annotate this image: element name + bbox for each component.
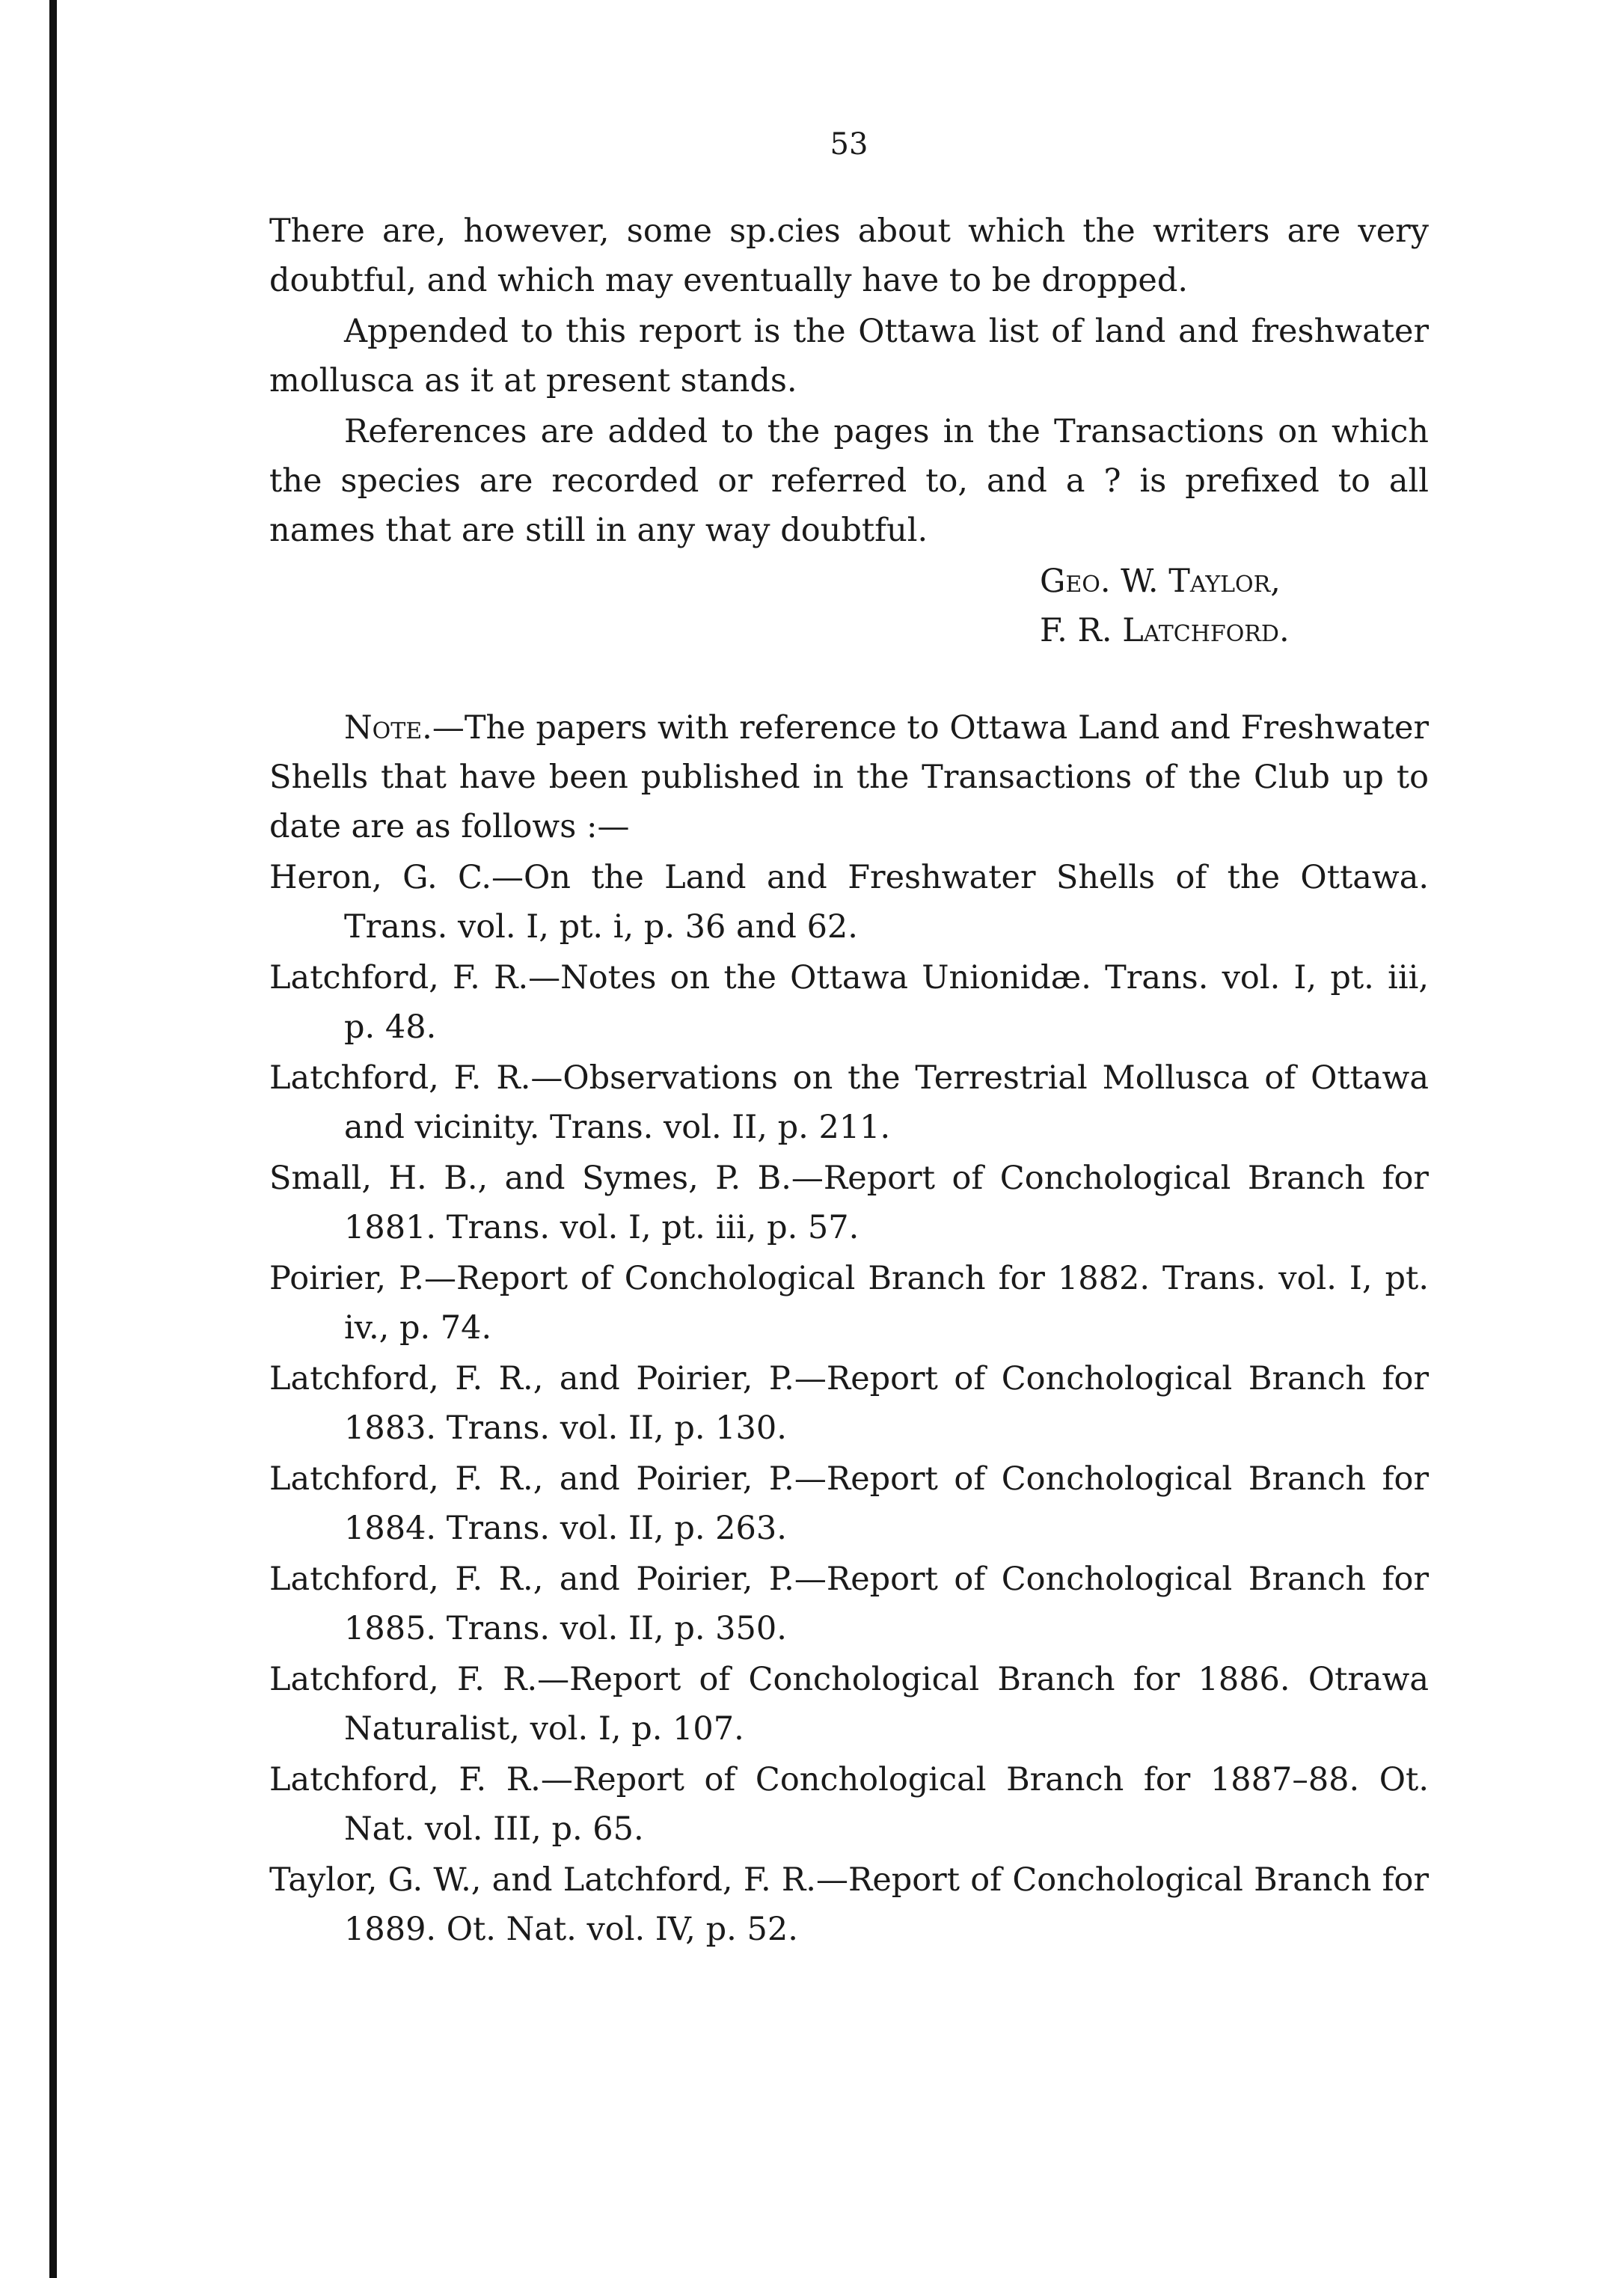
reference-item: Latchford, F. R.—Notes on the Ottawa Unionidæ. Trans. vol. I, pt. iii, p. 48.: [269, 959, 1429, 1046]
note-label: Note.: [344, 709, 432, 747]
reference-list: [269, 853, 1429, 1954]
reference-item: Latchford, F. R., and Poirier, P.—Report of Conchological Branch for 1885. Trans. vol. II, p. 350.: [269, 1561, 1429, 1647]
reference-item: Small, H. B., and Symes, P. B.—Report of Conchological Branch for 1881. Trans. vol. I, pt. iii, p. 57.: [269, 1160, 1429, 1246]
reference-item: Latchford, F. R., and Poirier, P.—Report of Conchological Branch for 1884. Trans. vol. II, p. 263.: [269, 1460, 1429, 1547]
paragraph-appended-list: Appended to this report is the Ottawa list of land and freshwater mollusca as it at present stands.: [269, 313, 1429, 399]
reference-item: Latchford, F. R.—Report of Conchological Branch for 1887–88. Ot. Nat. vol. III, p. 65.: [269, 1761, 1429, 1848]
reference-item: Taylor, G. W., and Latchford, F. R.—Report of Conchological Branch for 1889. Ot. Nat. vol. IV, p. 52.: [269, 1861, 1429, 1948]
signature-block: [1040, 557, 1429, 655]
document-page: [269, 120, 1429, 1956]
page-number: 53: [830, 127, 868, 162]
reference-item: Latchford, F. R.—Report of Conchological Branch for 1886. Otrawa Naturalist, vol. I, p. 107.: [269, 1661, 1429, 1748]
signature-latchford: F. R. Latchford.: [1040, 612, 1290, 649]
reference-item: Heron, G. C.—On the Land and Freshwater Shells of the Ottawa. Trans. vol. I, pt. i, p. 36 and 62.: [269, 859, 1429, 946]
reference-item: Poirier, P.—Report of Conchological Branch for 1882. Trans. vol. I, pt. iv., p. 74.: [269, 1260, 1429, 1347]
page-binding-edge: [49, 0, 57, 2278]
reference-item: Latchford, F. R., and Poirier, P.—Report of Conchological Branch for 1883. Trans. vol. II, p. 130.: [269, 1360, 1429, 1447]
reference-item: Latchford, F. R.—Observations on the Terrestrial Mollusca of Ottawa and vicinity. Trans. vol. II, p. 211.: [269, 1059, 1429, 1146]
signature-taylor: Geo. W. Taylor,: [1040, 563, 1281, 600]
paragraph-doubtful-species: There are, however, some sp.cies about which the writers are very doubtful, and which may eventually have to be dropped.: [269, 212, 1429, 299]
note-paragraph: [269, 703, 1429, 851]
note-text: —The papers with reference to Ottawa Land and Freshwater Shells that have been published in the Transactions of the Club up to date are as follows :—: [269, 709, 1429, 845]
paragraph-references-note: References are added to the pages in the Transactions on which the species are recorded or referred to, and a ? is prefixed to all names that are still in any way doubtful.: [269, 413, 1429, 549]
